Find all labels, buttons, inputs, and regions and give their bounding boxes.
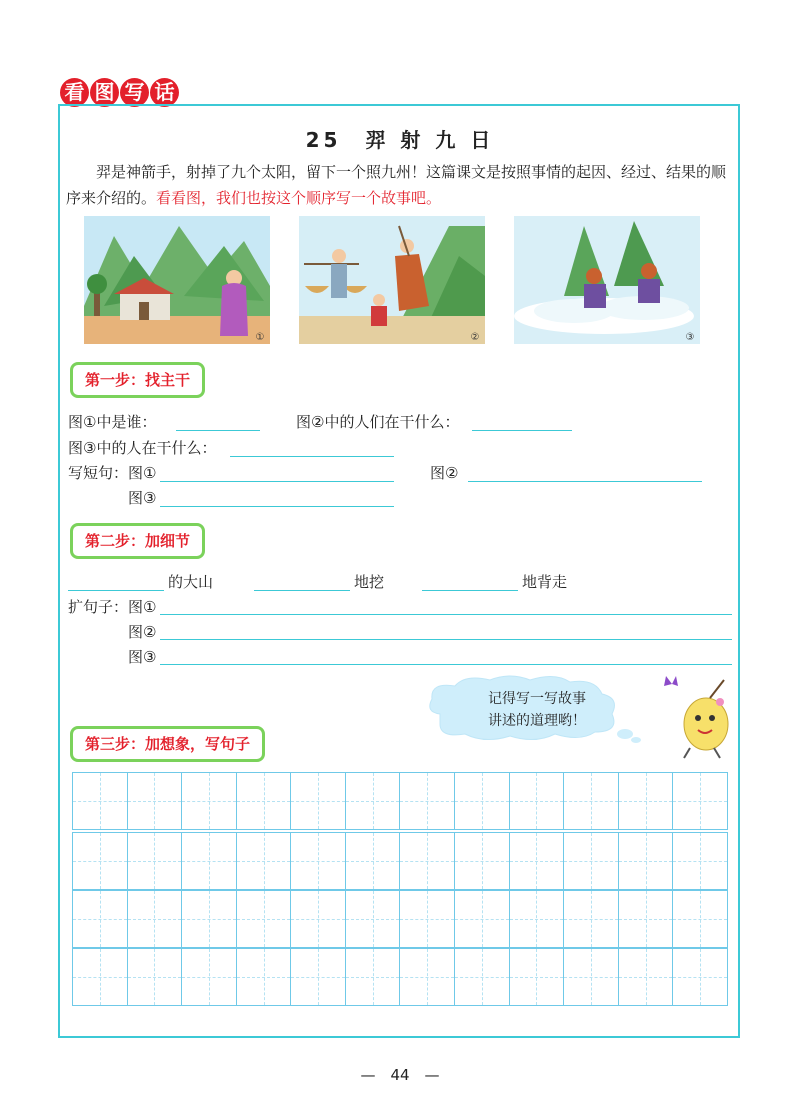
short-sentence-line-1[interactable] (160, 481, 394, 482)
picture-marker: ① (255, 332, 265, 343)
step3-label: 第三步：加想象，写句子 (70, 726, 265, 762)
bubble-line-2: 讲述的道理哟！ (488, 713, 586, 729)
picture-3 (514, 216, 700, 344)
answer-line-who[interactable] (176, 430, 260, 431)
badge-char: 写 (120, 78, 149, 107)
badge-char: 话 (150, 78, 179, 107)
expand-line-2[interactable] (160, 639, 732, 640)
picture-2 (299, 216, 485, 344)
short-sentence-line-2[interactable] (468, 481, 702, 482)
expand-line-1[interactable] (160, 614, 732, 615)
section-badge (60, 78, 179, 107)
writing-grid-row[interactable] (72, 832, 728, 890)
detail-mountain: 的大山 (168, 573, 214, 591)
detail-dig: 地挖 (354, 573, 385, 591)
detail-line-dig[interactable] (254, 590, 350, 591)
step1-label: 第一步：找主干 (70, 362, 205, 398)
bubble-line-1: 记得写一写故事 (488, 691, 586, 707)
step1-question-2: 图②中的人们在干什么： (296, 413, 460, 431)
step1-question-1: 图①中是谁： (68, 413, 157, 431)
detail-line-mountain[interactable] (68, 590, 164, 591)
writing-grid-row[interactable] (72, 890, 728, 948)
writing-grid-row[interactable] (72, 772, 728, 830)
badge-char: 看 (60, 78, 89, 107)
short-sentence-label: 写短句：图① (68, 464, 157, 482)
page-number: — 44 — (360, 1066, 440, 1084)
bubble-text (442, 688, 632, 732)
short-sentence-line-3[interactable] (160, 506, 394, 507)
page-title: 25 羿 射 九 日 (305, 128, 495, 152)
picture-marker: ② (470, 332, 480, 343)
short-sentence-label-3: 图③ (128, 489, 157, 507)
step2-label: 第二步：加细节 (70, 523, 205, 559)
expand-label-3: 图③ (128, 648, 157, 666)
picture-marker: ③ (685, 332, 695, 343)
short-sentence-label-2: 图② (430, 464, 459, 482)
expand-label-2: 图② (128, 623, 157, 641)
mascot-icon (650, 672, 740, 762)
expand-sentence-label: 扩句子：图① (68, 598, 157, 616)
answer-line-picture3[interactable] (230, 456, 394, 457)
expand-line-3[interactable] (160, 664, 732, 665)
intro-text: 羿是神箭手，射掉了九个太阳，留下一个照九州！这篇课文是按照事情的起因、经过、结果的顺序来介绍的。 (66, 163, 727, 207)
detail-line-carry[interactable] (422, 590, 518, 591)
picture-1 (84, 216, 270, 344)
intro-paragraph (66, 159, 734, 211)
step1-question-3: 图③中的人在干什么： (68, 439, 217, 457)
detail-carry: 地背走 (522, 573, 568, 591)
intro-prompt: 看看图，我们也按这个顺序写一个故事吧。 (156, 189, 442, 207)
writing-grid-row[interactable] (72, 948, 728, 1006)
badge-char: 图 (90, 78, 119, 107)
answer-line-doing[interactable] (472, 430, 572, 431)
